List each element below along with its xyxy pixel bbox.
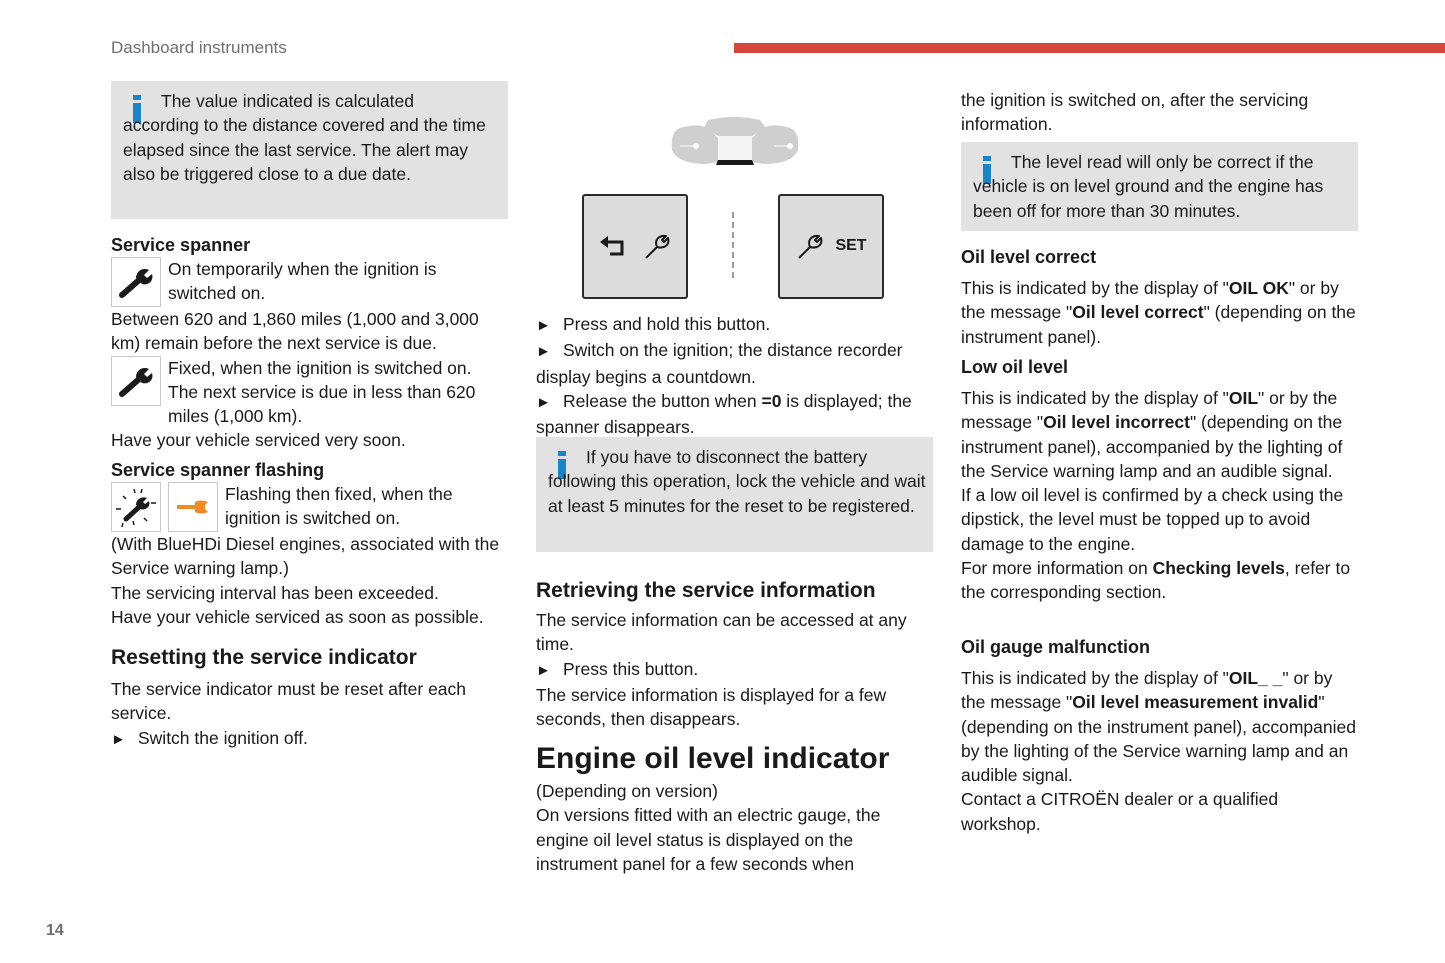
info-note-battery [536,437,933,552]
section-header-title: Dashboard instruments [111,38,287,57]
engine-oil-heading: Engine oil level indicator [536,742,890,775]
service-spanner-section: Service spanner On temporarily when the ignition is switched on. Between 620 and 1,860 miles (1,000 and 3,000 km) remain before the next service is due. Fixed, when the ignition is switched on. The next service is due in less than 620 miles (1,000 km). Have your vehicle serviced very soon. [111,233,508,453]
step-item: ► Switch the ignition off. [111,726,508,752]
checking-levels-reference: Checking levels [1152,558,1285,579]
retrieving-section: Retrieving the service information The service information can be accessed at any time. ► Press this button. The service information is displayed for a few seconds, then disappears. [536,577,933,731]
resetting-section: Resetting the service indicator The service indicator must be reset after each service. ► Switch the ignition off. [111,644,508,752]
spanner-icon [111,356,161,406]
low-oil-section: Low oil level This is indicated by the display of "OIL" or by the message "Oil level incorrect" (depending on the instrument panel), accompanied by the lighting of the Service warning lamp and an audible signal. If a low oil level is confirmed by a check using the dipstick, the level must be topped up to avoid damage to the engine. For more information on Checking levels, refer to the corresponding section. [961,355,1358,605]
set-label: SET [835,237,867,255]
spanner-flashing-heading: Service spanner flashing [111,460,325,480]
divider-dashed-line [732,212,734,278]
engine-oil-section: Engine oil level indicator (Depending on version) On versions fitted with an electric gauge, the engine oil level status is displayed on the instrument panel for a few seconds when [536,741,933,876]
info-note-calculation [111,81,508,219]
page-number: 14 [46,922,64,939]
reset-steps [536,312,933,439]
service-spanner-heading: Service spanner [111,235,251,255]
oil-malfunction-heading: Oil gauge malfunction [961,637,1151,657]
info-note-level-ground [961,142,1358,231]
spanner-icon [111,257,161,307]
step-item: ► Switch on the ignition; the distance recorder display begins a countdown. [536,338,933,389]
spanner-outline-icon [795,232,825,262]
spanner-flashing-row: Flashing then fixed, when the ignition is switched on. [111,482,508,532]
step-item: ► Release the button when =0 is displayed; the spanner disappears. [536,389,933,440]
spanner-on-temporarily-row: On temporarily when the ignition is switched on. [111,257,508,307]
reset-service-button[interactable] [582,194,688,299]
note-body: The level read will only be correct if the vehicle is on level ground and the engine has been off for more than 30 minutes. [973,152,1324,221]
note-body: If you have to disconnect the battery following this operation, lock the vehicle and wait at least 5 minutes for the reset to be registered. [548,447,926,516]
column-middle [536,0,933,874]
spanner-outline-icon [642,232,672,262]
set-button[interactable] [778,194,884,299]
oil-malfunction-section: Oil gauge malfunction This is indicated by the display of "OIL_ _" or by the message "Oil level measurement invalid" (depending on the instrument panel), accompanied by the lighting of the Service warning lamp and an audible signal. Contact a CITROËN dealer or a qualified workshop. [961,635,1358,836]
step-item: ► Press this button. [536,657,933,683]
oil-correct-heading: Oil level correct [961,247,1097,267]
back-arrow-icon [598,234,632,260]
spanner-fixed-row: Fixed, when the ignition is switched on. The next service is due in less than 620 miles (1,000 km). [111,356,508,429]
instrument-cluster-icon [670,116,800,168]
service-spanner-flashing-section: Service spanner flashing Flashing then fixed, when the ignition is switched on. (With BlueHDi Diesel engines, associated with the Service warning lamp.) The servicing interval has been exceeded. Have your vehicle serviced as soon as possible. [111,458,508,629]
step-item: ► Press and hold this button. [536,312,933,338]
spanner-flashing-icon [111,482,161,532]
instrument-panel-diagram [536,0,933,212]
note-body: The value indicated is calculated according to the distance covered and the time elapsed since the last service. The alert may also be triggered close to a due date. [123,91,486,184]
spanner-orange-icon [168,482,218,532]
low-oil-heading: Low oil level [961,357,1069,377]
oil-correct-section: Oil level correct This is indicated by the display of "OIL OK" or by the message "Oil level correct" (depending on the instrument panel). [961,245,1358,349]
resetting-heading: Resetting the service indicator [111,646,417,669]
retrieving-heading: Retrieving the service information [536,579,876,602]
